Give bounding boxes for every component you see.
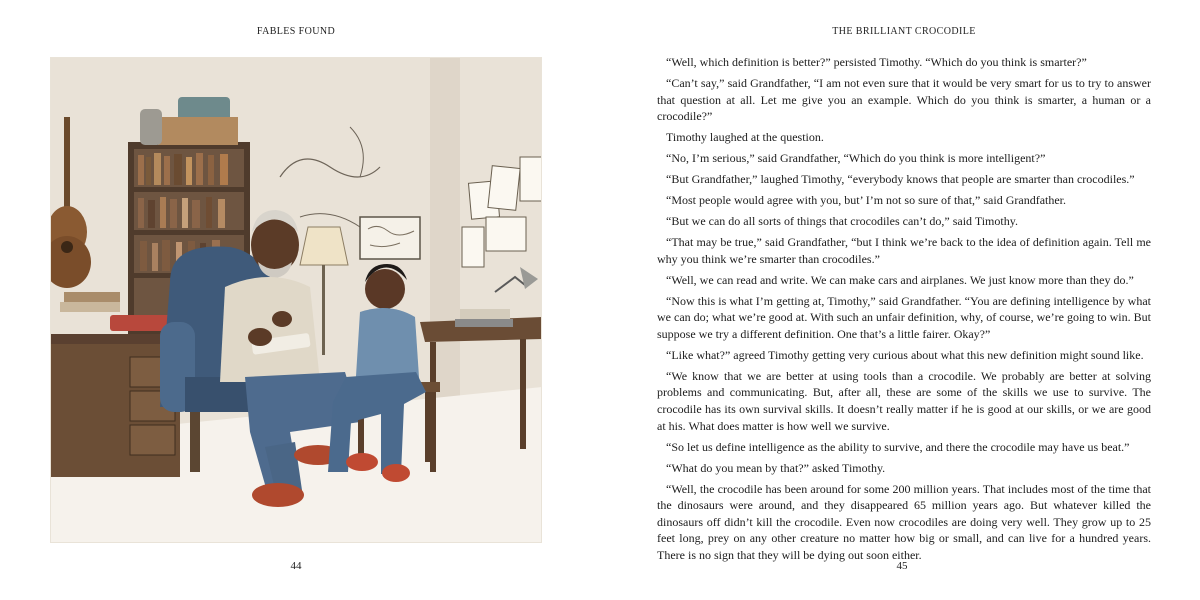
page-number-right: 45 [896,560,908,572]
running-head-right: THE BRILLIANT CROCODILE [832,26,976,37]
paragraph: “Well, we can read and write. We can make cars and airplanes. We just know more than they do.” [666,272,1134,287]
paragraph: “But Grandfather,” laughed Timothy, “everybody knows that people are smarter than crocodiles.” [666,172,1135,187]
paragraph: “That may be true,” said Grandfather, “but I think we’re back to the idea of definition again. Tell me why you think we’re smarter than crocodiles.” [657,235,1151,266]
paragraph: “Like what?” agreed Timothy getting very curious about what this new definition might sound like. [666,347,1144,362]
paragraph: “No, I’m serious,” said Grandfather, “Which do you think is more intelligent?” [666,151,1046,166]
paragraph: “We know that we are better at using tools than a crocodile. We probably are better at solving problems and communicating. But, after all, these are some of the skills we use to survive. The crocodile has its own survival skills. It doesn’t really matter if he is good at our skills, or we are good at his. What does matter is how well we survive. [657,368,1151,433]
paragraph: “Well, the crocodile has been around for some 200 million years. That includes most of the time that the dinosaurs were around, and they disappeared 65 million years ago. But whatever killed the dinosaurs off didn’t kill the crocodile. Even now crocodiles are doing very well. They grow up to 25 feet long, prey on any other creature no matter how big or small, and can live for a hundred years. There is no sign that they will be dying out soon either. [657,481,1151,562]
page-number-left: 44 [290,560,302,572]
paragraph: “So let us define intelligence as the ability to survive, and there the crocodile may have us beat.” [666,439,1130,454]
right-page [600,0,1200,600]
paragraph: “Well, which definition is better?” persisted Timothy. “Which do you think is smarter?” [666,55,1087,69]
paragraph: Timothy laughed at the question. [666,130,824,145]
body-text [657,54,1151,568]
paragraph: “But we can do all sorts of things that crocodiles can’t do,” said Timothy. [666,214,1018,229]
paragraph: “What do you mean by that?” asked Timothy. [666,460,886,475]
paragraph: “Now this is what I’m getting at, Timothy,” said Grandfather. “You are defining intelligence by what we can do; what we’re good at. With such an unfair definition, why, of course, we’re going to win. But suppose we try a different definition. One that’s a little fairer. Okay?” [657,293,1151,341]
paragraph: “Most people would agree with you, but’ I’m not so sure of that,” said Grandfather. [666,193,1067,208]
paragraph: “Can’t say,” said Grandfather, “I am not even sure that it would be very smart for us to try to answer that question at all. Let me give you an example. Which do you think is smarter, a human or a crocodile?” [657,75,1151,124]
illustration-grandfather-and-boy [50,57,542,543]
running-head-left: FABLES FOUND [256,26,336,37]
illustration-svg [50,57,542,543]
